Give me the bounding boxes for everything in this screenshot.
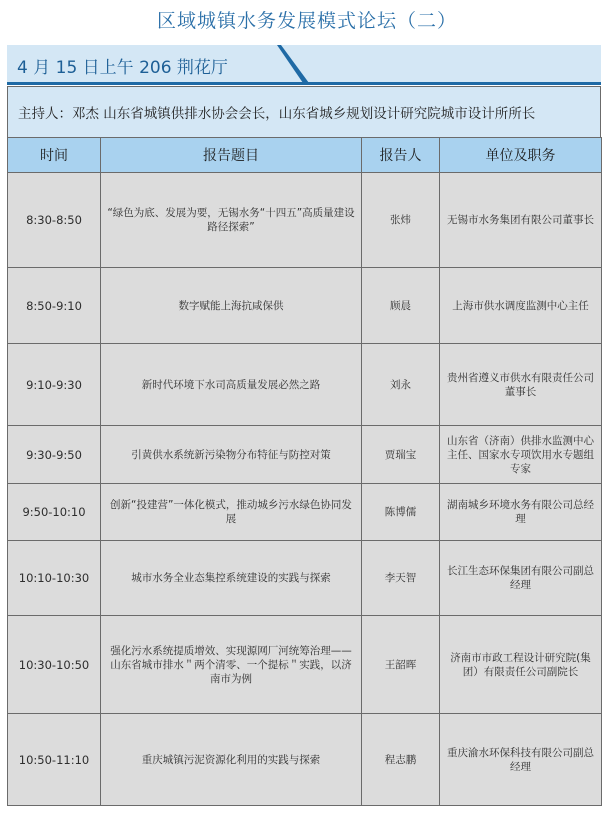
table-row bbox=[8, 616, 602, 714]
page-title: 区域城镇水务发展模式论坛（二） bbox=[156, 10, 457, 32]
table-row bbox=[8, 426, 602, 484]
time-cell: 8:50-9:10 bbox=[8, 268, 101, 344]
header-unit: 单位及职务 bbox=[440, 138, 602, 173]
topic-cell: 创新“投建营”一体化模式，推动城乡污水绿色协同发展 bbox=[101, 484, 362, 541]
speaker-cell: 陈博儒 bbox=[362, 484, 440, 541]
topic-cell: 数字赋能上海抗咸保供 bbox=[101, 268, 362, 344]
time-cell: 8:30-8:50 bbox=[8, 173, 101, 268]
topic-cell: “绿色为底、发展为要，无锡水务“十四五”高质量建设路径探索” bbox=[101, 173, 362, 268]
table-header-row bbox=[8, 138, 602, 173]
session-tag-wedge bbox=[265, 45, 309, 83]
host-row bbox=[7, 86, 601, 138]
speaker-cell: 李天智 bbox=[362, 541, 440, 616]
time-cell: 9:50-10:10 bbox=[8, 484, 101, 541]
table-row bbox=[8, 268, 602, 344]
speaker-cell: 贾瑞宝 bbox=[362, 426, 440, 484]
topic-cell: 城市水务全业态集控系统建设的实践与探索 bbox=[101, 541, 362, 616]
unit-cell: 济南市市政工程设计研究院(集团）有限责任公司副院长 bbox=[440, 616, 602, 714]
host-info: 主持人：邓杰 山东省城镇供排水协会会长，山东省城乡规划设计研究院城市设计所所长 bbox=[18, 106, 536, 122]
divider bbox=[7, 82, 601, 85]
table-row bbox=[8, 484, 602, 541]
table-row bbox=[8, 344, 602, 426]
speaker-cell: 程志鹏 bbox=[362, 714, 440, 806]
session-band bbox=[7, 45, 601, 83]
topic-cell: 重庆城镇污泥资源化利用的实践与探索 bbox=[101, 714, 362, 806]
unit-cell: 重庆渝水环保科技有限公司副总经理 bbox=[440, 714, 602, 806]
header-speaker: 报告人 bbox=[362, 138, 440, 173]
time-cell: 10:50-11:10 bbox=[8, 714, 101, 806]
time-cell: 9:30-9:50 bbox=[8, 426, 101, 484]
time-cell: 9:10-9:30 bbox=[8, 344, 101, 426]
table-row bbox=[8, 541, 602, 616]
table-row bbox=[8, 173, 602, 268]
time-cell: 10:10-10:30 bbox=[8, 541, 101, 616]
unit-cell: 贵州省遵义市供水有限责任公司董事长 bbox=[440, 344, 602, 426]
topic-cell: 引黄供水系统新污染物分布特征与防控对策 bbox=[101, 426, 362, 484]
unit-cell: 长江生态环保集团有限公司副总经理 bbox=[440, 541, 602, 616]
topic-cell: 新时代环境下水司高质量发展必然之路 bbox=[101, 344, 362, 426]
unit-cell: 山东省（济南）供排水监测中心主任、国家水专项饮用水专题组专家 bbox=[440, 426, 602, 484]
unit-cell: 上海市供水调度监测中心主任 bbox=[440, 268, 602, 344]
unit-cell: 无锡市水务集团有限公司董事长 bbox=[440, 173, 602, 268]
table-row bbox=[8, 714, 602, 806]
unit-cell: 湖南城乡环境水务有限公司总经理 bbox=[440, 484, 602, 541]
topic-cell: 强化污水系统提质增效、实现源网厂河统筹治理——山东省城市排水＂两个清零、一个提标＂实践，以济南市为例 bbox=[101, 616, 362, 714]
session-info: 4 月 15 日上午 206 荆花厅 bbox=[17, 58, 228, 78]
speaker-cell: 刘永 bbox=[362, 344, 440, 426]
speaker-cell: 王韶晖 bbox=[362, 616, 440, 714]
header-time: 时间 bbox=[8, 138, 101, 173]
header-topic: 报告题目 bbox=[101, 138, 362, 173]
schedule-table bbox=[7, 137, 602, 806]
speaker-cell: 顾晨 bbox=[362, 268, 440, 344]
speaker-cell: 张炜 bbox=[362, 173, 440, 268]
time-cell: 10:30-10:50 bbox=[8, 616, 101, 714]
